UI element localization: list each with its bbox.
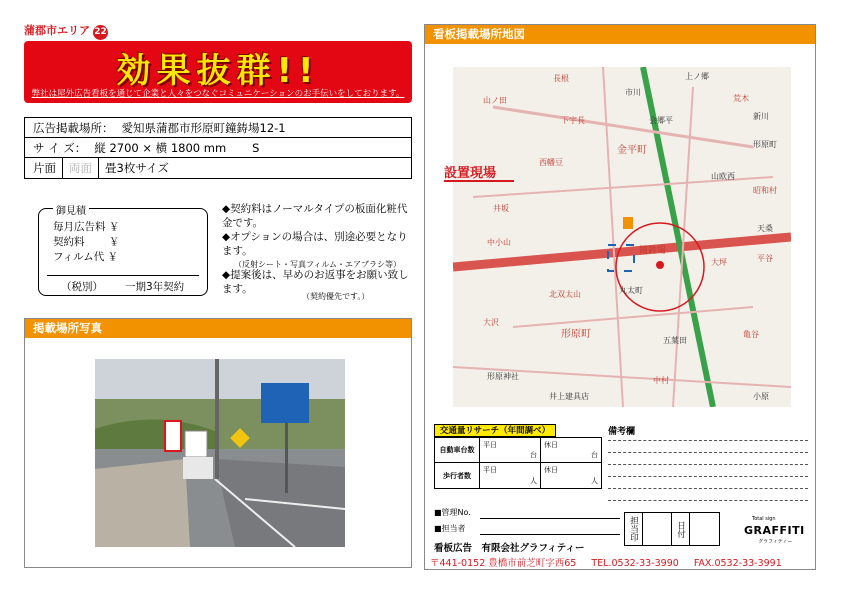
map-label-7: 新川 (753, 112, 769, 121)
side-single: 片面 (33, 161, 56, 175)
map-label-16: 大坪 (711, 258, 727, 267)
traffic-title: 交通量リサーチ（年間調べ） (434, 424, 556, 437)
area-label (24, 22, 108, 40)
note-1: ◆契約料はノーマルタイプの板面化粧代金です。 (222, 203, 408, 229)
vehicles-head: 自動車台数 (435, 438, 480, 462)
map-label-5: 下宇長 (561, 116, 585, 125)
map-label-8: 金平町 (617, 145, 647, 156)
map-label-21: 丸太町 (619, 286, 643, 295)
map-label-2: 荒木 (733, 94, 749, 103)
info-table (24, 117, 412, 179)
stamp-box (624, 512, 720, 546)
size-row (25, 138, 411, 158)
map-label-13: 昭和村 (753, 186, 777, 195)
traffic-row-pedestrians (435, 463, 601, 488)
banner-subtitle: 弊社は屋外広告看板を通じて企業と人々をつなぐコミュニケーションのお手伝いをしております。 (31, 89, 405, 99)
site-photo-illustration (95, 359, 345, 547)
company-fax: FAX.0532-33-3991 (693, 558, 782, 569)
note-2-small: （反射シート・写真フィルム・エアブラシ等） (234, 260, 402, 269)
side-double: 両面 (69, 161, 92, 175)
tatami-size: 畳3枚サイズ (105, 161, 169, 175)
area-text: 蒲郡市エリア (24, 24, 90, 37)
note-3-small: （契約優先です。） (302, 292, 370, 301)
map-label-12: 井坂 (493, 204, 509, 213)
film-fee: フィルム代 ￥ (53, 251, 119, 263)
vehicles-holiday: 休日 台 (544, 441, 598, 459)
location-label: 広告掲載場所： (33, 120, 114, 135)
map-label-1: 上ノ郷 (685, 72, 709, 81)
pedestrians-holiday: 休日 人 (544, 466, 598, 485)
graffiti-logo (744, 516, 808, 544)
company-address: 〒441-0152 豊橋市前芝町字西65 (430, 558, 577, 569)
estimate-box (38, 208, 208, 296)
map-section-title: 看板掲載場所地図 (425, 25, 815, 44)
monthly-fee: 毎月広告料 ￥ (53, 221, 120, 233)
photo-section-title: 掲載場所写真 (25, 319, 411, 338)
contract-fee: 契約料 ￥ (53, 236, 120, 248)
map-label-26: 形原神社 (487, 372, 519, 381)
company-name: 看板広告 有限会社グラフィティー (434, 543, 585, 554)
size-code: S (252, 140, 260, 155)
map-label-6: 会郷平 (649, 116, 673, 125)
banner-title: 効果抜群!! (116, 51, 320, 91)
area-number-badge: 22 (93, 25, 108, 40)
headline-banner (24, 41, 412, 103)
side-row (25, 158, 411, 178)
tax-note: （税別） (61, 281, 103, 293)
stamp-label: 担当印 (625, 513, 643, 545)
pedestrians-weekday: 平日 人 (480, 463, 541, 488)
location-row (25, 118, 411, 138)
contract-term: 一期3年契約 (125, 281, 185, 293)
date-label: 日付 (672, 513, 690, 545)
size-value: 縦 2700 × 横 1800 mm (94, 140, 227, 155)
map-label-22: 形原町 (561, 329, 591, 340)
note-2: ◆オプションの場合は、別途必要となります。 (222, 231, 408, 257)
map-label-18: 平谷 (757, 254, 773, 263)
map-label-3: 山ノ田 (483, 96, 507, 105)
manager-label: ■管理No. (434, 508, 471, 517)
vehicles-weekday: 平日 台 (480, 438, 541, 462)
location-map (453, 67, 791, 407)
pedestrians-head: 歩行者数 (435, 463, 480, 488)
install-site-label: 設置現場 (444, 166, 497, 181)
map-label-23: 五葉田 (663, 336, 687, 345)
map-label-11: 山欧西 (711, 172, 735, 181)
map-label-14: 中小山 (487, 238, 511, 247)
logo-kana: グラフィティー (758, 539, 793, 545)
install-underline (444, 180, 514, 182)
traffic-row-vehicles (435, 438, 601, 463)
map-label-4: 市川 (625, 88, 641, 97)
map-label-24: 亀谷 (743, 330, 759, 339)
company-contact (430, 555, 782, 569)
photo-panel (24, 318, 412, 568)
company-tel: TEL.0532-33-3990 (591, 558, 679, 569)
map-label-15: 鐘鋳場 (639, 246, 667, 256)
traffic-table (434, 437, 602, 489)
site-photo (95, 359, 345, 547)
remarks-title: 備考欄 (608, 427, 636, 437)
person-label: ■担当者 (434, 524, 466, 533)
map-label-27: 井上建具店 (549, 392, 589, 401)
map-label-19: 北双太山 (549, 290, 581, 299)
map-label-20: 大沢 (483, 318, 499, 327)
map-label-9: 形原町 (753, 140, 777, 149)
logo-tagline: Total sign (752, 516, 776, 522)
map-label-0: 長根 (553, 74, 569, 83)
note-3: ◆提案後は、早めのお返事をお願い致します。 (222, 269, 409, 295)
logo-text: GRAFFITI (744, 524, 805, 537)
size-label: サ イ ズ： (33, 140, 87, 155)
estimate-title: 御見積 (53, 202, 89, 217)
location-value: 愛知県蒲郡市形原町鐘鋳場12-1 (121, 120, 286, 135)
map-label-25: 中村 (653, 376, 669, 385)
map-label-10: 西幡豆 (539, 158, 563, 167)
map-label-28: 小原 (753, 392, 769, 401)
map-label-17: 天桑 (757, 224, 773, 233)
